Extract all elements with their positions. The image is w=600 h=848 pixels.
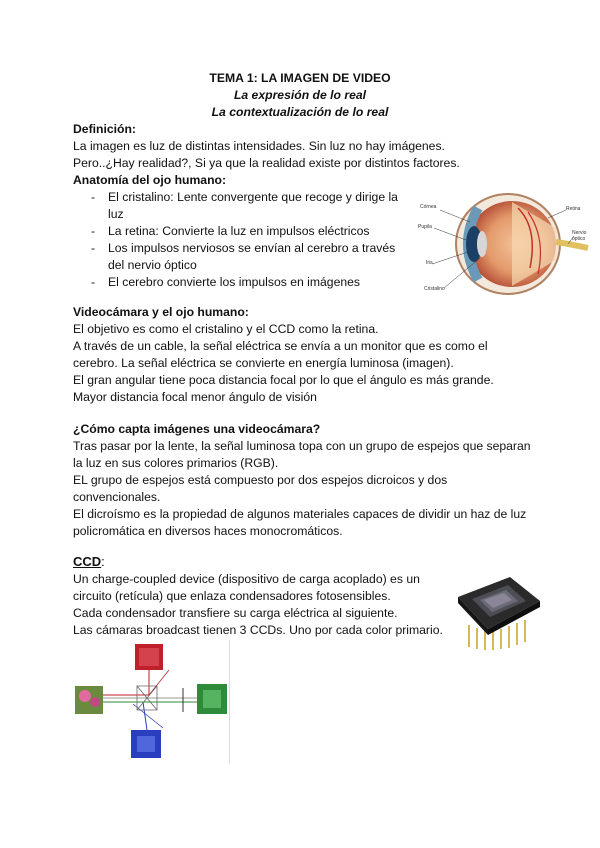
ccd-line: Las cámaras broadcast tienen 3 CCDs. Uno por cada color primario. xyxy=(73,623,443,637)
prism-diagram-svg xyxy=(73,640,229,764)
eye-anatomy-illustration xyxy=(418,188,594,300)
videocamara-heading: Videocámara y el ojo humano: xyxy=(73,305,249,319)
bullet-dash: - xyxy=(91,275,96,289)
ccd-heading-suffix: : xyxy=(101,554,105,569)
ccd-heading-text: CCD xyxy=(73,554,102,569)
videocamara-line: A través de un cable, la señal eléctrica se envía a un monitor que es como el xyxy=(73,339,488,353)
videocamara-line: cerebro. La señal eléctrica se convierte en energía luminosa (imagen). xyxy=(73,356,454,370)
bullet-text: Los impulsos nerviosos se envían al cerebro a través xyxy=(108,241,396,255)
bullet-dash: - xyxy=(91,241,96,255)
eye-label: Pupila xyxy=(418,224,432,230)
bullet-dash: - xyxy=(91,190,96,204)
definicion-heading: Definición: xyxy=(73,122,136,136)
capta-heading: ¿Cómo capta imágenes una videocámara? xyxy=(73,422,321,436)
bullet-text: El cerebro convierte los impulsos en imágenes xyxy=(108,275,360,289)
capta-line: Tras pasar por la lente, la señal luminosa topa con un grupo de espejos que separan xyxy=(73,439,531,453)
ccd-line: circuito (retícula) que enlaza condensadores fotosensibles. xyxy=(73,589,391,603)
capta-line: la luz en sus colores primarios (RGB). xyxy=(73,456,279,470)
bullet-text: La retina: Convierte la luz en impulsos eléctricos xyxy=(108,224,370,238)
eye-label: Cristalino xyxy=(424,286,445,292)
bullet-dash: - xyxy=(91,224,96,238)
eye-label: Iris xyxy=(426,260,433,266)
bullet-text: luz xyxy=(108,207,124,221)
anatomia-heading: Anatomía del ojo humano: xyxy=(73,173,227,187)
bullet-text: El cristalino: Lente convergente que recoge y dirige la xyxy=(108,190,398,204)
bullet-text: del nervio óptico xyxy=(108,258,197,272)
rgb-prism-diagram xyxy=(73,640,230,764)
ccd-heading xyxy=(73,553,105,570)
capta-line: convencionales. xyxy=(73,490,161,504)
videocamara-line: Mayor distancia focal menor ángulo de visión xyxy=(73,390,317,404)
eye-label: Retina xyxy=(566,206,581,212)
eye-label: Nervio óptico xyxy=(572,230,587,242)
videocamara-line: El gran angular tiene poca distancia focal por lo que el ángulo es más grande. xyxy=(73,373,494,387)
ccd-line: Cada condensador transfiere su carga eléctrica al siguiente. xyxy=(73,606,398,620)
ccd-chip-illustration xyxy=(452,573,544,651)
capta-line: EL grupo de espejos está compuesto por dos espejos dicroicos y dos xyxy=(73,473,448,487)
eye-icon xyxy=(418,188,594,300)
eye-label: Córnea xyxy=(420,204,437,210)
ccd-chip-icon xyxy=(452,573,544,651)
definicion-line: Pero..¿Hay realidad?, Si ya que la realidad existe por distintos factores. xyxy=(73,156,460,170)
page-subtitle-1: La expresión de lo real xyxy=(233,88,367,102)
definicion-line: La imagen es luz de distintas intensidades. Sin luz no hay imágenes. xyxy=(73,139,445,153)
page-subtitle-2: La contextualización de lo real xyxy=(211,105,389,119)
capta-line: El dicroísmo es la propiedad de algunos materiales capaces de dividir un haz de luz xyxy=(73,507,527,521)
capta-line: policromática en diversos haces monocromáticos. xyxy=(73,524,343,538)
ccd-line: Un charge-coupled device (dispositivo de carga acoplado) es un xyxy=(73,572,420,586)
videocamara-line: El objetivo es como el cristalino y el CCD como la retina. xyxy=(73,322,379,336)
page-title: TEMA 1: LA IMAGEN DE VIDEO xyxy=(209,71,391,85)
